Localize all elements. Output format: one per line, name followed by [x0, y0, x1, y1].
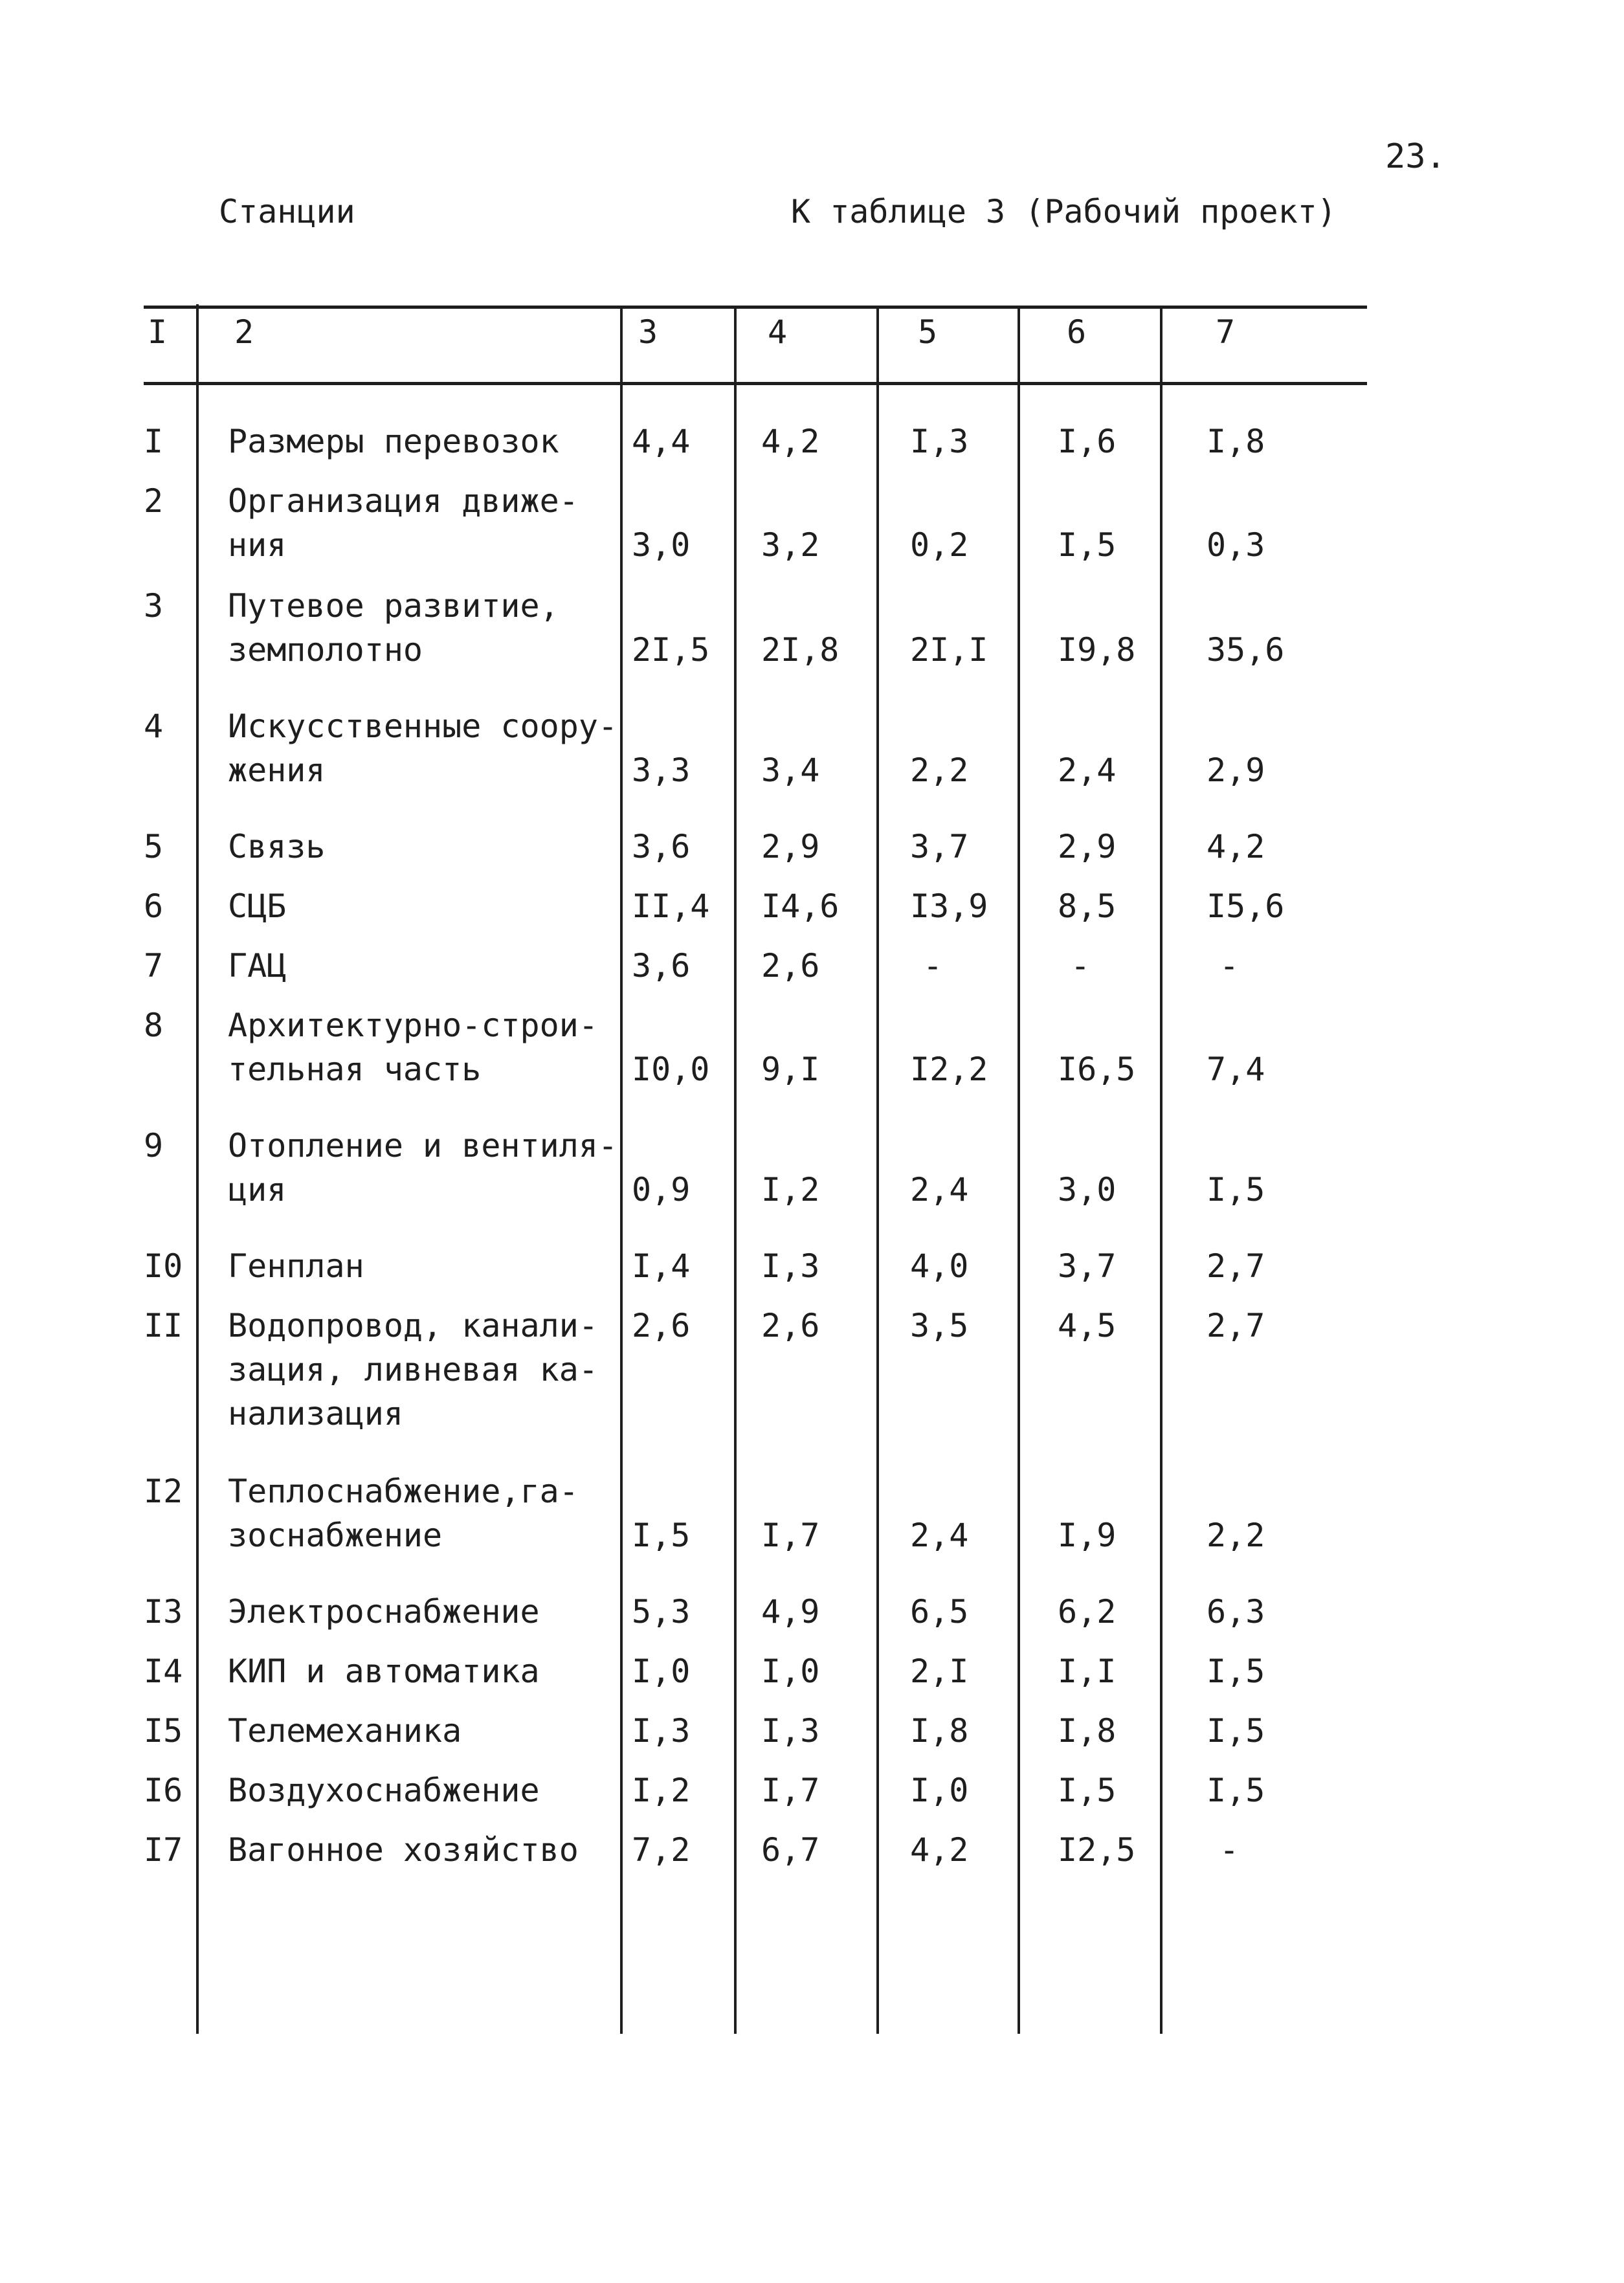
value-cell: I,5	[1058, 526, 1117, 564]
value-cell: 2I,5	[632, 631, 710, 669]
value-cell: 2,4	[1058, 752, 1117, 789]
value-cell: -	[923, 947, 943, 985]
value-cell: 3,3	[632, 752, 691, 789]
column-header: 4	[768, 313, 788, 351]
value-cell: I,5	[1058, 1772, 1117, 1809]
row-label: Электроснабжение	[228, 1593, 540, 1631]
value-cell: I6,5	[1058, 1051, 1136, 1088]
value-cell: I,2	[761, 1171, 820, 1208]
row-label: Искусственные соору-	[228, 707, 618, 745]
value-cell: 7,4	[1207, 1051, 1265, 1088]
row-number: I0	[144, 1247, 183, 1285]
value-cell: 2,9	[761, 828, 820, 865]
value-cell: 9,I	[761, 1051, 820, 1088]
table-header-rule	[144, 382, 1367, 385]
value-cell: 3,0	[632, 526, 691, 564]
value-cell: 5,3	[632, 1593, 691, 1631]
value-cell: I,5	[1207, 1171, 1265, 1208]
row-number: I4	[144, 1653, 183, 1690]
value-cell: 4,2	[761, 423, 820, 460]
value-cell: I,7	[761, 1772, 820, 1809]
value-cell: 4,4	[632, 423, 691, 460]
column-header: 3	[638, 313, 658, 351]
row-label: зация, ливневая ка-	[228, 1351, 598, 1388]
row-number: 3	[144, 587, 164, 625]
row-number: I2	[144, 1473, 183, 1510]
row-number: 8	[144, 1007, 164, 1044]
value-cell: 2,7	[1207, 1307, 1265, 1344]
row-number: 5	[144, 828, 164, 865]
value-cell: 0,9	[632, 1171, 691, 1208]
value-cell: I,0	[632, 1653, 691, 1690]
row-number: I5	[144, 1712, 183, 1750]
value-cell: 2,9	[1207, 752, 1265, 789]
value-cell: I,3	[910, 423, 969, 460]
value-cell: 0,2	[910, 526, 969, 564]
row-label: Телемеханика	[228, 1712, 462, 1750]
value-cell: 6,3	[1207, 1593, 1265, 1631]
value-cell: 2,6	[632, 1307, 691, 1344]
column-header: 7	[1216, 313, 1236, 351]
row-label: зоснабжение	[228, 1517, 443, 1554]
value-cell: I,7	[761, 1517, 820, 1554]
value-cell: I,I	[1058, 1653, 1117, 1690]
value-cell: 2,I	[910, 1653, 969, 1690]
value-cell: 0,3	[1207, 526, 1265, 564]
value-cell: I0,0	[632, 1051, 710, 1088]
row-label: Воздухоснабжение	[228, 1772, 540, 1809]
value-cell: I,3	[761, 1247, 820, 1285]
value-cell: 3,2	[761, 526, 820, 564]
table-top-rule	[144, 306, 1367, 309]
value-cell: I,0	[761, 1653, 820, 1690]
value-cell: 2I,I	[910, 631, 988, 669]
value-cell: -	[1071, 947, 1091, 985]
value-cell: I2,5	[1058, 1831, 1136, 1869]
column-divider	[734, 307, 737, 2034]
row-label: нализация	[228, 1395, 403, 1432]
value-cell: I,6	[1058, 423, 1117, 460]
value-cell: 2I,8	[761, 631, 840, 669]
value-cell: I,9	[1058, 1517, 1117, 1554]
row-label: ния	[228, 526, 287, 564]
row-label: тельная часть	[228, 1051, 482, 1088]
value-cell: I,5	[1207, 1712, 1265, 1750]
row-number: I3	[144, 1593, 183, 1631]
row-label: Генплан	[228, 1247, 364, 1285]
value-cell: I,3	[761, 1712, 820, 1750]
column-divider	[1018, 307, 1020, 2034]
column-header: I	[148, 313, 168, 351]
row-label: КИП и автоматика	[228, 1653, 540, 1690]
row-number: 9	[144, 1127, 164, 1164]
row-label: Отопление и вентиля-	[228, 1127, 618, 1164]
row-number: I6	[144, 1772, 183, 1809]
row-number: I7	[144, 1831, 183, 1869]
value-cell: -	[1219, 1831, 1240, 1869]
row-label: ция	[228, 1171, 287, 1208]
value-cell: 7,2	[632, 1831, 691, 1869]
value-cell: 4,2	[910, 1831, 969, 1869]
value-cell: 2,2	[910, 752, 969, 789]
row-label: Теплоснабжение,га-	[228, 1473, 579, 1510]
row-label: ГАЦ	[228, 947, 287, 985]
value-cell: I3,9	[910, 887, 988, 925]
column-divider	[196, 304, 199, 2034]
value-cell: 2,7	[1207, 1247, 1265, 1285]
value-cell: 2,9	[1058, 828, 1117, 865]
value-cell: 6,5	[910, 1593, 969, 1631]
value-cell: 2,2	[1207, 1517, 1265, 1554]
value-cell: 35,6	[1207, 631, 1285, 669]
column-divider	[1160, 307, 1162, 2034]
value-cell: 3,0	[1058, 1171, 1117, 1208]
value-cell: I,8	[910, 1712, 969, 1750]
value-cell: 3,7	[910, 828, 969, 865]
value-cell: 3,6	[632, 828, 691, 865]
value-cell: I4,6	[761, 887, 840, 925]
column-divider	[876, 307, 879, 2034]
value-cell: 4,0	[910, 1247, 969, 1285]
column-header: 5	[918, 313, 938, 351]
row-label: земполотно	[228, 631, 423, 669]
value-cell: 8,5	[1058, 887, 1117, 925]
value-cell: 2,6	[761, 947, 820, 985]
row-label: Водопровод, канали-	[228, 1307, 598, 1344]
value-cell: I,4	[632, 1247, 691, 1285]
row-number: 7	[144, 947, 164, 985]
row-number: I	[144, 423, 164, 460]
column-divider	[620, 307, 623, 2034]
value-cell: I2,2	[910, 1051, 988, 1088]
value-cell: 3,4	[761, 752, 820, 789]
row-label: СЦБ	[228, 887, 287, 925]
row-label: Архитектурно-строи-	[228, 1007, 598, 1044]
value-cell: -	[1219, 947, 1240, 985]
value-cell: I,2	[632, 1772, 691, 1809]
value-cell: 2,4	[910, 1517, 969, 1554]
page-number: 23.	[1385, 137, 1446, 176]
value-cell: 3,7	[1058, 1247, 1117, 1285]
value-cell: I,5	[632, 1517, 691, 1554]
value-cell: 6,7	[761, 1831, 820, 1869]
row-label: Вагонное хозяйство	[228, 1831, 579, 1869]
value-cell: I,5	[1207, 1653, 1265, 1690]
value-cell: I,5	[1207, 1772, 1265, 1809]
row-label: Размеры перевозок	[228, 423, 559, 460]
row-number: II	[144, 1307, 183, 1344]
value-cell: I5,6	[1207, 887, 1285, 925]
value-cell: 4,9	[761, 1593, 820, 1631]
value-cell: I,3	[632, 1712, 691, 1750]
section-title: Станции	[219, 193, 355, 230]
row-label: Организация движе-	[228, 482, 579, 520]
column-header: 2	[234, 313, 254, 351]
value-cell: 6,2	[1058, 1593, 1117, 1631]
row-number: 4	[144, 707, 164, 745]
row-number: 2	[144, 482, 164, 520]
value-cell: 2,4	[910, 1171, 969, 1208]
value-cell: 3,5	[910, 1307, 969, 1344]
value-cell: I,0	[910, 1772, 969, 1809]
column-header: 6	[1067, 313, 1087, 351]
row-label: Связь	[228, 828, 326, 865]
row-label: Путевое развитие,	[228, 587, 559, 625]
value-cell: 4,5	[1058, 1307, 1117, 1344]
value-cell: I,8	[1058, 1712, 1117, 1750]
value-cell: 4,2	[1207, 828, 1265, 865]
value-cell: 2,6	[761, 1307, 820, 1344]
row-number: 6	[144, 887, 164, 925]
value-cell: II,4	[632, 887, 710, 925]
value-cell: I9,8	[1058, 631, 1136, 669]
table-reference: К таблице 3 (Рабочий проект)	[791, 193, 1337, 230]
value-cell: 3,6	[632, 947, 691, 985]
row-label: жения	[228, 752, 326, 789]
value-cell: I,8	[1207, 423, 1265, 460]
